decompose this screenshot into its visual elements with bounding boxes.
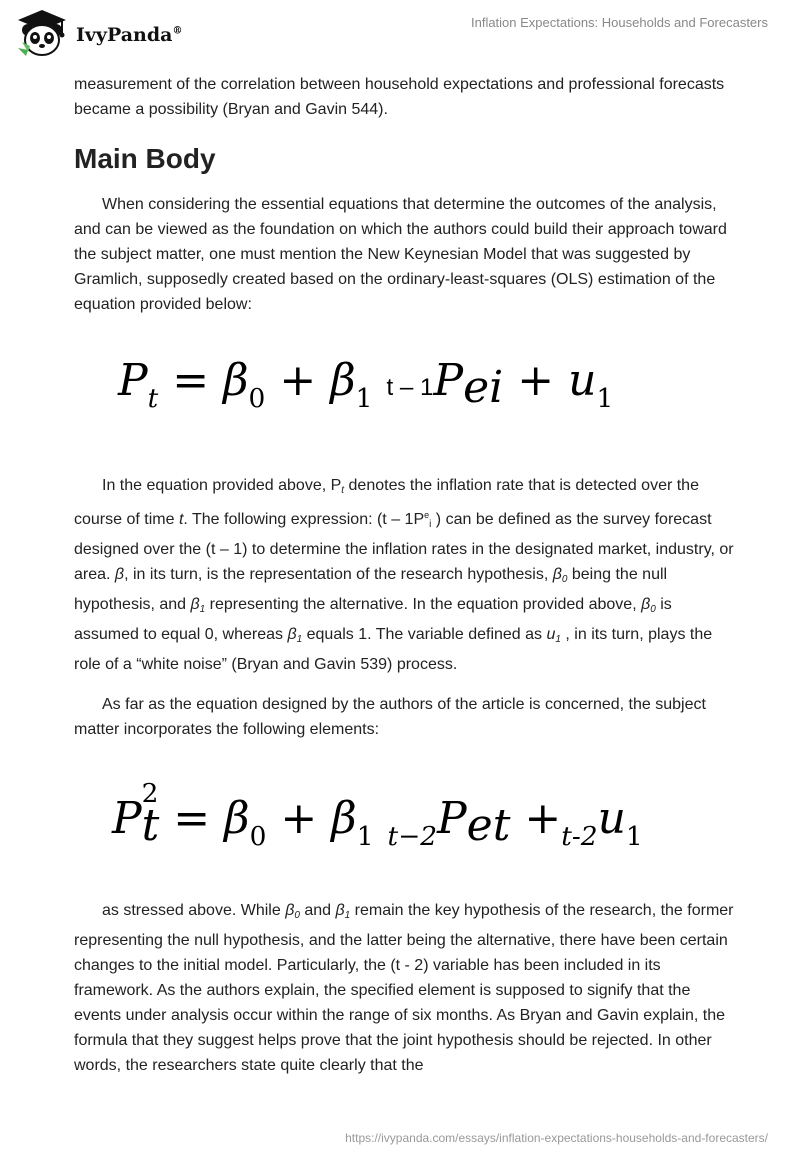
- paragraph-model-changes: as stressed above. While β0 and β1 remain the key hypothesis of the research, the former representing the null hypothesis, and the latter being the alternative, there have been certain changes to the initial model. Particularly, the (t - 2) variable has been included in its framework. As the authors explain, the specified element is supposed to signify that the events under analysis occur within the range of six months. As Bryan and Gavin explain, the formula that they suggest helps prove that the joint hypothesis should be rejected. In other words, the researchers state quite clearly that the: [74, 902, 734, 1074]
- panda-graduate-icon: [14, 8, 70, 58]
- logo-text: IvyPanda®: [76, 24, 183, 46]
- intro-paragraph-tail: measurement of the correlation between household expectations and professional forecasts became a possibility (Bryan and Gavin 544).: [74, 76, 725, 118]
- equation-1: $P_t = \beta_0 + \beta_1$ $t - 1Pei + u_1$: [118, 355, 614, 414]
- source-url[interactable]: https://ivypanda.com/essays/inflation-expectations-households-and-forecasters/: [345, 1131, 768, 1145]
- ivypanda-logo[interactable]: [14, 8, 182, 58]
- paragraph-intro-equation: When considering the essential equations that determine the outcomes of the analysis, and can be viewed as the foundation on which the authors could build their approach toward the subject matter, one must mention the New Keynesian Model that was suggested by Gramlich, supposedly created based on the ordinary-least-squares (OLS) estimation of the equation provided below:: [74, 196, 727, 313]
- page-header: [0, 0, 800, 72]
- paragraph-equation-explanation: In the equation provided above, Pt denotes the inflation rate that is detected over the course of time t. The following expression: (t – 1P$^e$i ) can be defined as the survey forecast designed over the (t – 1) to determine the inflation rates in the designated market, industry, or area. β, in its turn, is the representation of the research hypothesis, β0 being the null hypothesis, and β1 representing the alternative. In the equation provided above, β0 is assumed to equal 0, whereas β1 equals 1. The variable defined as u1 , in its turn, plays the role of a “white noise” (Bryan and Gavin 539) process.: [74, 477, 734, 673]
- document-body: [74, 72, 734, 1078]
- paragraph-equation-elements: As far as the equation designed by the authors of the article is concerned, the subject matter incorporates the following elements:: [74, 696, 706, 738]
- equation-2: P 2 $t = \beta_0 + \beta_1$ $_{t-2}Pet +_{t-2}u_1$: [112, 778, 643, 853]
- running-title: Inflation Expectations: Households and Forecasters: [470, 15, 768, 30]
- section-heading: Main Body: [74, 143, 216, 174]
